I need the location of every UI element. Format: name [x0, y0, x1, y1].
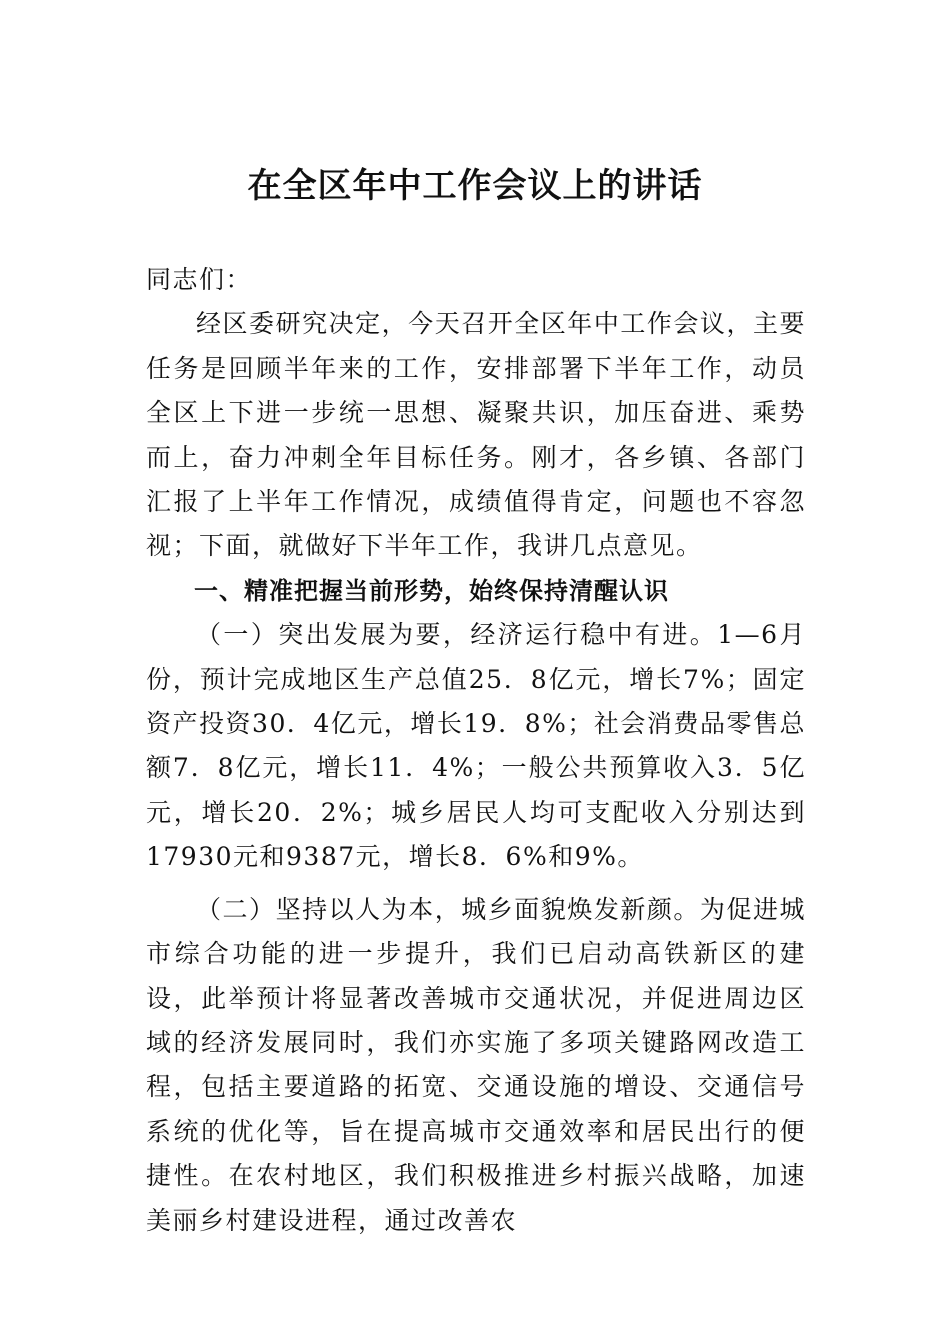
paragraph-spacer — [146, 880, 806, 888]
intro-paragraph: 经区委研究决定，今天召开全区年中工作会议，主要任务是回顾半年来的工作，安排部署下半年工作，动员全区上下进一步统一思想、凝聚共识，加压奋进、乘势而上，奋力冲刺全年目标任务。刚才，各乡镇、各部门汇报了上半年工作情况，成绩值得肯定，问题也不容忽视；下面，就做好下半年工作，我讲几点意见。 — [146, 309, 806, 561]
document-body — [146, 258, 806, 1243]
document-title: 在全区年中工作会议上的讲话 — [247, 166, 703, 206]
subsection-two-paragraph: （二）坚持以人为本，城乡面貌焕发新颜。为促进城市综合功能的进一步提升，我们已启动高铁新区的建设，此举预计将显著改善城市交通状况，并促进周边区域的经济发展同时，我们亦实施了多项关键路网改造工程，包括主要道路的拓宽、交通设施的增设、交通信号系统的优化等，旨在提高城市交通效率和居民出行的便捷性。在农村地区，我们积极推进乡村振兴战略，加速美丽乡村建设进程，通过改善农 — [146, 894, 806, 1235]
section-one-heading: 一、精准把握当前形势，始终保持清醒认识 — [194, 576, 669, 605]
subsection-one-paragraph: （一）突出发展为要，经济运行稳中有进。1—6月份，预计完成地区生产总值25．8亿元，增长7%；固定资产投资30．4亿元，增长19．8%；社会消费品零售总额7．8亿元，增长11．4%；一般公共预算收入3．5亿元，增长20．2%；城乡居民人均可支配收入分别达到17930元和9387元，增长8．6%和9%。 — [146, 620, 806, 872]
salutation: 同志们： — [146, 265, 253, 294]
